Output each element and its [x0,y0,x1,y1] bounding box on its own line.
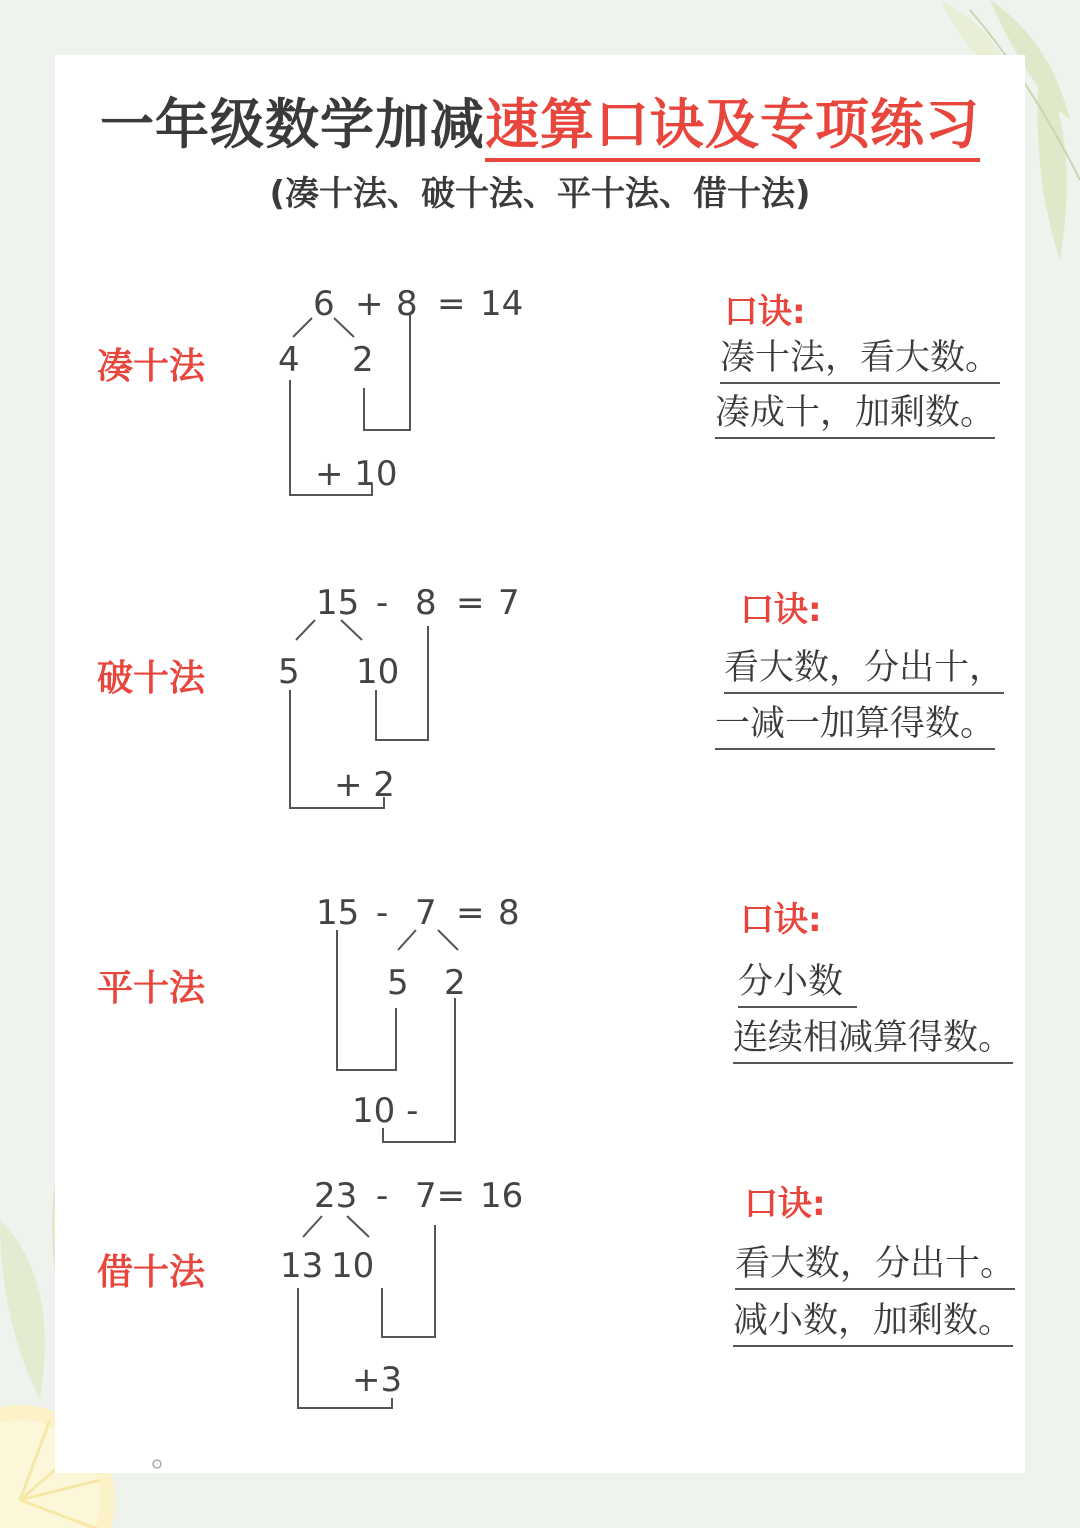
bottom-step: 10 - [352,1091,419,1131]
method-label: 借十法 [97,1252,206,1293]
equation-operator: - [376,1176,389,1216]
split-part: 4 [278,340,300,380]
equation-result: 8 [498,893,520,933]
equation-operator: - [376,893,389,933]
bottom-step: + 2 [334,765,395,805]
rhyme-line: 凑十法，看大数。 [720,336,1000,384]
method-label: 平十法 [97,968,206,1009]
split-part: 5 [278,652,300,692]
rhyme-heading: 口诀: [744,1184,826,1224]
equation-operand: 7 [415,893,437,933]
split-part: 10 [331,1246,375,1286]
equation-operand: 15 [316,893,360,933]
split-part: 10 [356,652,400,692]
rhyme-line: 凑成十，加剩数。 [715,391,995,439]
split-part: 2 [352,340,374,380]
split-part: 5 [387,963,409,1003]
rhyme-heading: 口诀: [724,292,806,332]
page-title: 一年级数学加减速算口诀及专项练习 [0,82,1080,159]
equation-result: 14 [480,284,524,324]
equation-operand: 8 [415,583,437,623]
rhyme-line: 减小数，加剩数。 [733,1299,1013,1347]
equation-operand: 23 [314,1176,358,1216]
equation-result: 16 [480,1176,524,1216]
equation-operator: + [355,284,384,324]
method-label: 凑十法 [97,346,206,387]
rhyme-heading: 口诀: [740,900,822,940]
equation-operand: 8 [396,284,418,324]
equation-equals: = [437,284,466,324]
rhyme-heading: 口诀: [740,590,822,630]
page-title-highlight: 速算口诀及专项练习 [485,93,980,162]
equation-operand: 15 [316,583,360,623]
rhyme-line: 看大数，分出十。 [735,1242,1015,1290]
rhyme-line: 分小数 [738,960,857,1008]
split-part: 2 [444,963,466,1003]
equation-result: 7 [498,583,520,623]
bottom-step: + 10 [315,454,398,494]
rhyme-line: 看大数，分出十， [724,646,1004,694]
rhyme-line: 一减一加算得数。 [715,702,995,750]
method-label: 破十法 [97,658,206,699]
equation-equals: = [456,583,485,623]
equation-operand: 6 [313,284,335,324]
equation-equals: = [456,893,485,933]
equation-operator: - [376,583,389,623]
page-subtitle: (凑十法、破十法、平十法、借十法) [269,174,811,214]
equation-operand: 7= [415,1176,466,1216]
bottom-step: +3 [352,1360,403,1400]
rhyme-line: 连续相减算得数。 [733,1016,1013,1064]
split-part: 13 [280,1246,324,1286]
